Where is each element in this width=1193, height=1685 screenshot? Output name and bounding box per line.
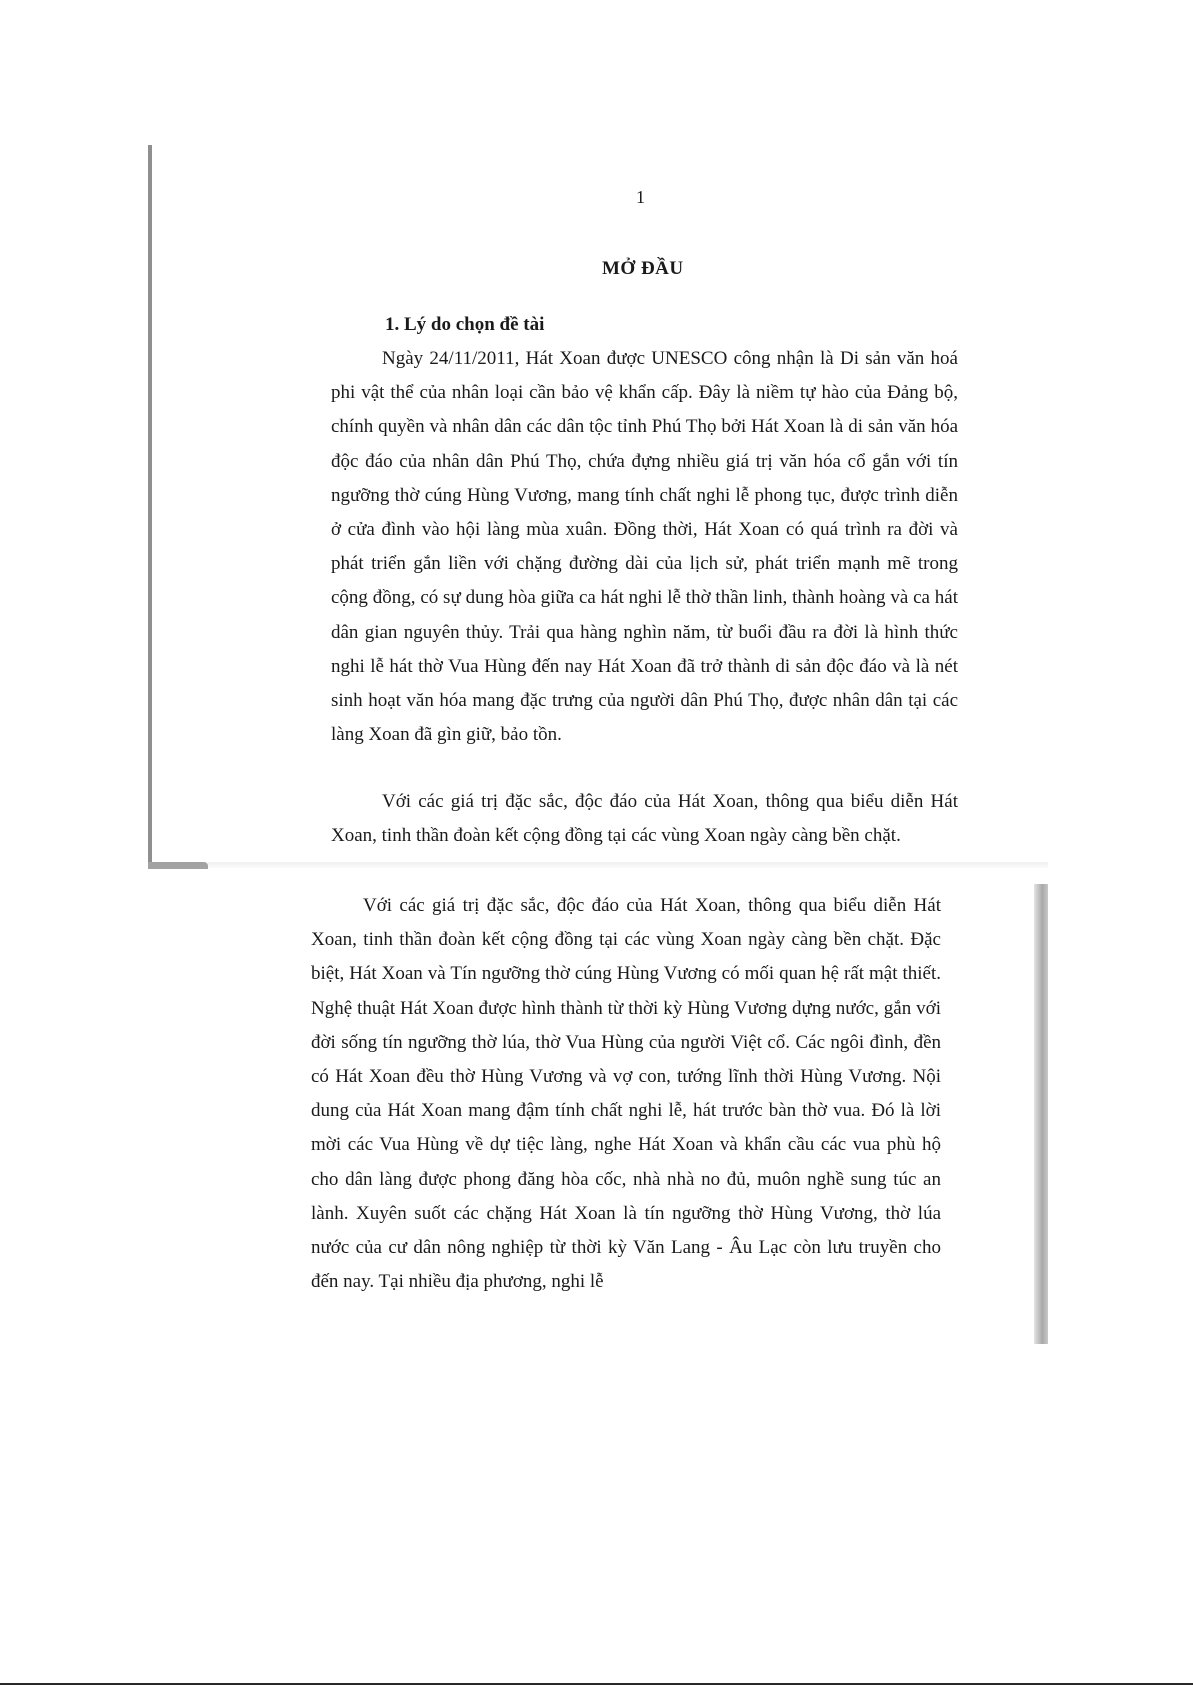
page-edge-right	[1034, 884, 1048, 1344]
body-text-block-2	[331, 785, 958, 853]
chapter-title: MỞ ĐẦU	[602, 258, 684, 279]
page-edge-left	[148, 145, 152, 863]
paragraph-unesco: Ngày 24/11/2011, Hát Xoan được UNESCO công nhận là Di sản văn hoá phi vật thể của nhân loại cần bảo vệ khẩn cấp. Đây là niềm tự hào của Đảng bộ, chính quyền và nhân dân các dân tộc tỉnh Phú Thọ bởi Hát Xoan là di sản văn hóa độc đáo của nhân dân Phú Thọ, chứa đựng nhiều giá trị văn hóa cổ gắn với tín ngưỡng thờ cúng Hùng Vương, mang tính chất nghi lễ phong tục, được trình diễn ở cửa đình vào hội làng mùa xuân. Đồng thời, Hát Xoan có quá trình ra đời và phát triển gắn liền với chặng đường dài của lịch sử, phát triển mạnh mẽ trong cộng đồng, có sự dung hòa giữa ca hát nghi lễ thờ thần linh, thành hoàng và ca hát dân gian nguyên thủy. Trải qua hàng nghìn năm, từ buổi đầu ra đời là hình thức nghi lễ hát thờ Vua Hùng đến nay Hát Xoan đã trở thành di sản độc đáo và là nét sinh hoạt văn hóa mang đặc trưng của người dân Phú Thọ, được nhân dân tại các làng Xoan đã gìn giữ, bảo tồn.	[331, 348, 958, 746]
page-edge-shadow	[208, 862, 1048, 868]
section-title: 1. Lý do chọn đề tài	[385, 314, 545, 335]
body-text-block-3	[311, 889, 941, 1299]
page-number: 1	[636, 187, 645, 207]
paragraph-values: Với các giá trị đặc sắc, độc đáo của Hát Xoan, thông qua biểu diễn Hát Xoan, tinh thần đoàn kết cộng đồng tại các vùng Xoan ngày càng bền chặt.	[331, 791, 958, 847]
page-edge-corner	[148, 862, 208, 869]
paragraph-continuation: Với các giá trị đặc sắc, độc đáo của Hát Xoan, thông qua biểu diễn Hát Xoan, tinh thần đoàn kết cộng đồng tại các vùng Xoan ngày càng bền chặt. Đặc biệt, Hát Xoan và Tín ngưỡng thờ cúng Hùng Vương có mối quan hệ rất mật thiết. Nghệ thuật Hát Xoan được hình thành từ thời kỳ Hùng Vương dựng nước, gắn với đời sống tín ngưỡng thờ lúa, thờ Vua Hùng của người Việt cổ. Các ngôi đình, đền có Hát Xoan đều thờ Hùng Vương và vợ con, tướng lĩnh thời Hùng Vương. Nội dung của Hát Xoan mang đậm tính chất nghi lễ, hát trước bàn thờ vua. Đó là lời mời các Vua Hùng về dự tiệc làng, nghe Hát Xoan và khẩn cầu các vua phù hộ cho dân làng được phong đăng hòa cốc, nhà nhà no đủ, muôn nghề sung túc an lành. Xuyên suốt các chặng Hát Xoan là tín ngưỡng thờ Hùng Vương, thờ lúa nước của cư dân nông nghiệp từ thời kỳ Văn Lang - Âu Lạc còn lưu truyền cho đến nay. Tại nhiều địa phương, nghi lễ	[311, 895, 941, 1293]
body-text-block-1	[331, 342, 958, 752]
